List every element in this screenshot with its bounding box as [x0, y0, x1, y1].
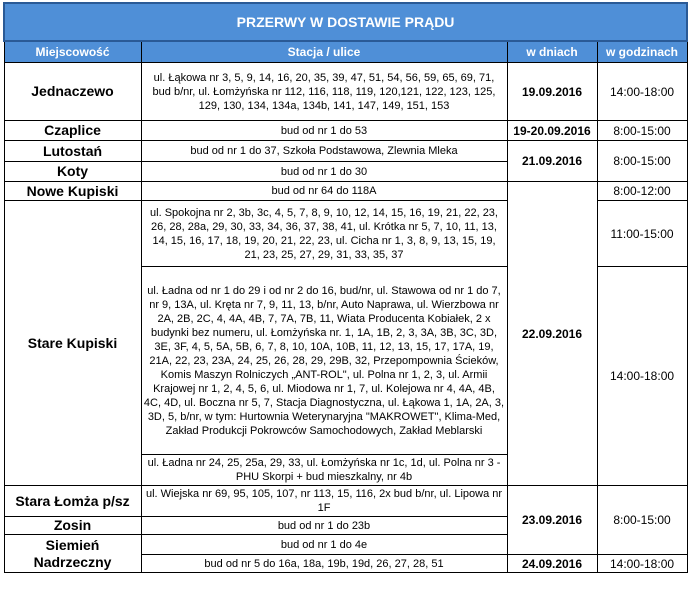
- header-town: Miejscowość: [4, 41, 141, 63]
- streets-cell: bud od nr 5 do 16a, 18a, 19b, 19d, 26, 27, 28, 51: [141, 555, 507, 573]
- hours-cell: 8:00-12:00: [597, 182, 687, 201]
- header-hours: w godzinach: [597, 41, 687, 63]
- town-cell: Stara Łomża p/sz: [4, 486, 141, 517]
- streets-cell: ul. Ładna nr 24, 25, 25a, 29, 33, ul. Łomżyńska nr 1c, 1d, ul. Polna nr 3 - PHU Skorpi + bud mieszkalny, nr 4b: [141, 455, 507, 486]
- table-row: [4, 63, 687, 121]
- outage-table-container: [3, 2, 686, 573]
- hours-cell: 8:00-15:00: [597, 486, 687, 555]
- outage-table: [3, 2, 688, 573]
- streets-cell: ul. Wiejska nr 69, 95, 105, 107, nr 113, 15, 116, 2x bud b/nr, ul. Lipowa nr 1F: [141, 486, 507, 517]
- date-cell: 22.09.2016: [507, 182, 597, 486]
- hours-cell: 14:00-18:00: [597, 555, 687, 573]
- streets-cell: bud od nr 1 do 53: [141, 121, 507, 141]
- header-days: w dniach: [507, 41, 597, 63]
- table-row: [4, 141, 687, 162]
- date-cell: 23.09.2016: [507, 486, 597, 555]
- hours-cell: 14:00-18:00: [597, 267, 687, 486]
- town-cell: Zosin: [4, 517, 141, 535]
- hours-cell: 8:00-15:00: [597, 121, 687, 141]
- hours-cell: 11:00-15:00: [597, 201, 687, 267]
- date-cell: 21.09.2016: [507, 141, 597, 182]
- town-cell: Siemień Nadrzeczny: [4, 535, 141, 573]
- streets-cell: bud od nr 1 do 37, Szkoła Podstawowa, Zlewnia Mleka: [141, 141, 507, 162]
- header-row: [4, 41, 687, 63]
- date-cell: 19.09.2016: [507, 63, 597, 121]
- town-cell: Nowe Kupiski: [4, 182, 141, 201]
- streets-cell: ul. Ładna od nr 1 do 29 i od nr 2 do 16, bud/nr, ul. Stawowa od nr 1 do 7, nr 9, 13A, ul. Kręta nr 7, 9, 11, 13, b/nr, Auto Naprawa, ul. Wierzbowa nr 2A, 2B, 2C, 4, 4A, 4B, 7, 7A, 7B, 11, Wiata Producenta Kobiałek, 2 x budynki bez numeru, ul. Łomżyńska nr. 1, 1A, 1B, 2, 3, 3A, 3B, 3C, 3D, 3E, 3F, 4, 5, 5A, 5B, 6, 7, 8, 10, 10A, 10B, 11, 12, 13, 15, 17, 17A, 19, 21A, 22, 23, 23A, 24, 25, 26, 28, 29, 29B, 32, Przepompownia Ścieków, Komis Maszyn Rolniczych „ANT-ROL", ul. Polna nr 1, 2, 3, ul. Armii Krajowej nr 1, 2, 4, 5, 6, ul. Miodowa nr 1, 7, ul. Kolejowa nr 4, 4A, 4B, 4C, 4D, ul. Boczna nr 5, 7, Stacja Diagnostyczna, ul. Łąkowa 1, 1A, 2A, 3, 3D, 5, b/nr, w tym: Hurtownia Weterynaryjna "MAKROWET", Klima-Med, Zakład Produkcji Pokrowców Samochodowych, Zakład Meblarski: [141, 267, 507, 455]
- streets-cell: bud od nr 1 do 23b: [141, 517, 507, 535]
- streets-cell: ul. Łąkowa nr 3, 5, 9, 14, 16, 20, 35, 39, 47, 51, 54, 56, 59, 65, 69, 71, bud b/nr, ul. Łomżyńska nr 112, 116, 118, 119, 120,121, 122, 123, 125, 129, 130, 134, 134a, 134b, 141, 147, 149, 151, 153: [141, 63, 507, 121]
- header-streets: Stacja / ulice: [141, 41, 507, 63]
- town-cell: Koty: [4, 162, 141, 182]
- table-row: [4, 486, 687, 517]
- date-cell: 24.09.2016: [507, 555, 597, 573]
- title-row: [4, 3, 687, 41]
- table-title: PRZERWY W DOSTAWIE PRĄDU: [4, 3, 687, 41]
- streets-cell: ul. Spokojna nr 2, 3b, 3c, 4, 5, 7, 8, 9, 10, 12, 14, 15, 16, 19, 21, 22, 23, 26, 28, 28a, 29, 30, 33, 34, 36, 37, 38, 41, ul. Krótka nr 5, 7, 10, 11, 13, 14, 15, 16, 17, 18, 19, 20, 21, 22, 23, ul. Cicha nr 1, 3, 8, 9, 13, 15, 19, 21, 23, 25, 27, 29, 31, 33, 35, 37: [141, 201, 507, 267]
- date-cell: 19-20.09.2016: [507, 121, 597, 141]
- streets-cell: bud od nr 1 do 4e: [141, 535, 507, 555]
- hours-cell: 8:00-15:00: [597, 141, 687, 182]
- streets-cell: bud od nr 1 do 30: [141, 162, 507, 182]
- town-cell: Czaplice: [4, 121, 141, 141]
- table-row: [4, 121, 687, 141]
- town-cell: Lutostań: [4, 141, 141, 162]
- hours-cell: 14:00-18:00: [597, 63, 687, 121]
- streets-cell: bud od nr 64 do 118A: [141, 182, 507, 201]
- town-cell: Jednaczewo: [4, 63, 141, 121]
- table-row: [4, 182, 687, 201]
- town-cell: Stare Kupiski: [4, 201, 141, 486]
